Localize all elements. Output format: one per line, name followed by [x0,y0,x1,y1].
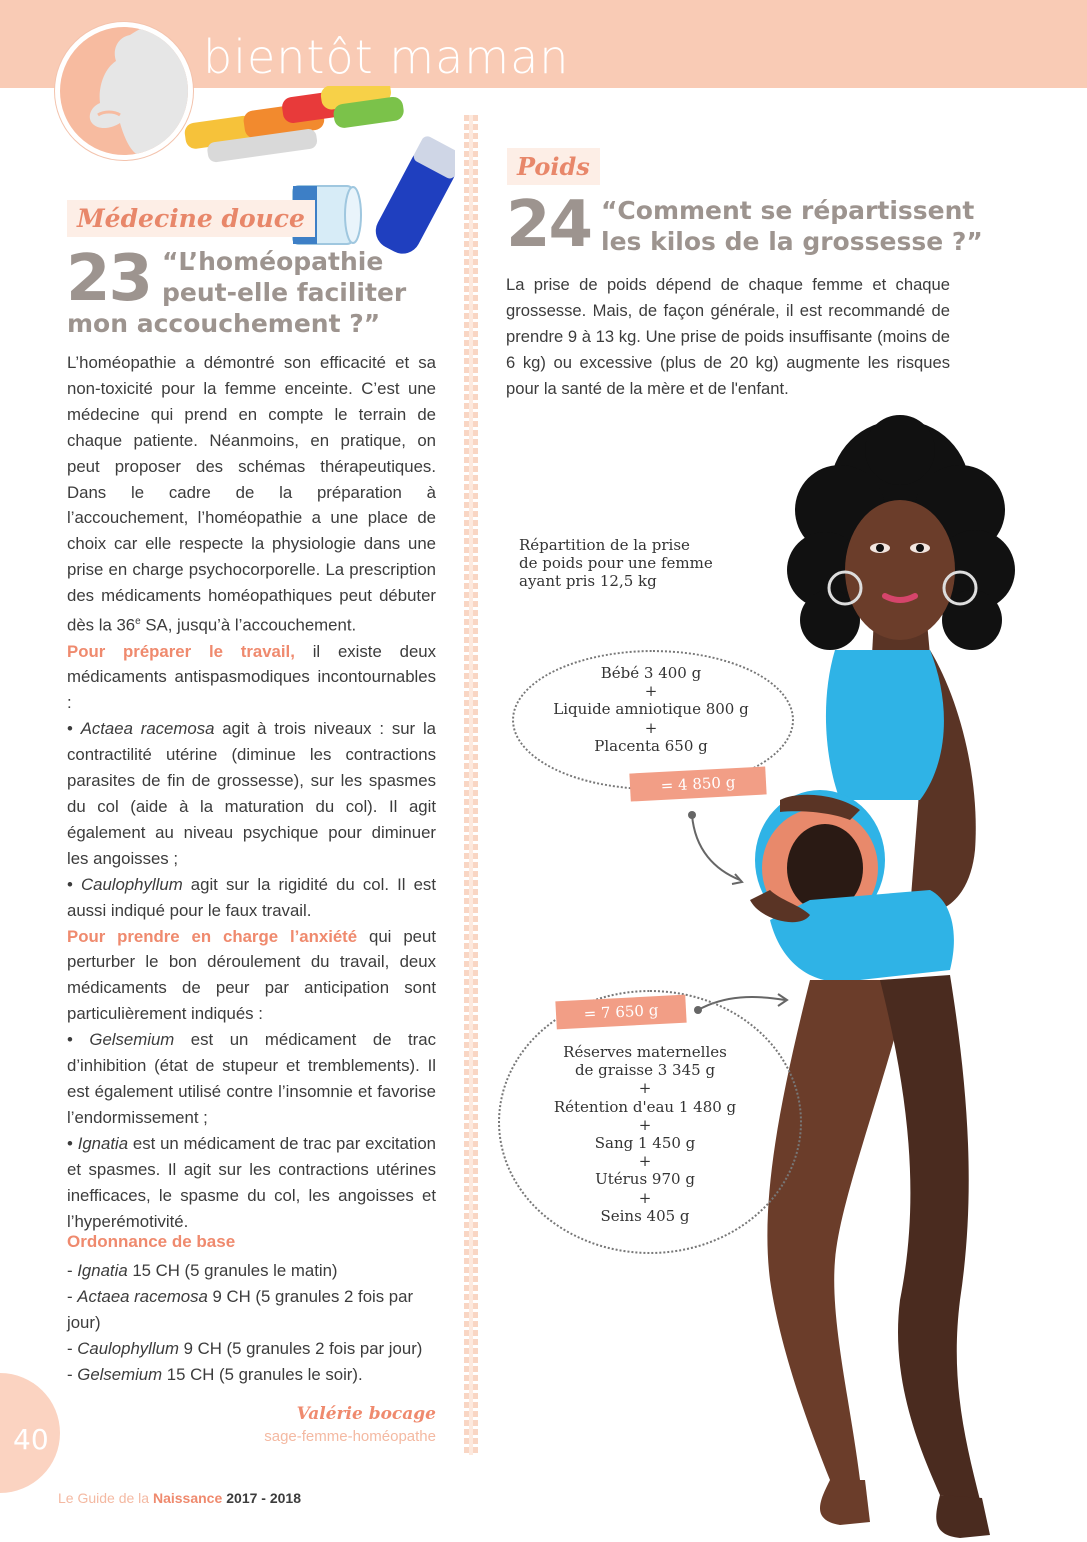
bubble-plus: + [638,1115,652,1134]
bullet: • [67,719,81,739]
dash: - [67,1286,78,1306]
ignatia-name: Ignatia [77,1133,129,1153]
question-title-line-1: “L’homéopathie [162,247,384,276]
intro-sup: e [135,616,141,628]
dosage: 15 CH (5 granules le matin) [127,1261,338,1280]
ignatia-paragraph [67,1131,436,1235]
dash: - [67,1364,78,1384]
anxiete-text: qui peut perturber le bon déroulement du travail, deux médicaments de peur par anticipation sont particulièrement indiqués : [67,926,436,1024]
remedy-name: Actaea racemosa [77,1286,208,1306]
gelsemium-paragraph [67,1027,436,1131]
ordonnance-item [67,1362,437,1388]
actaea-paragraph [67,716,436,871]
caption-line: de poids pour une femme [519,554,713,572]
section-title: bientôt maman [203,30,570,84]
caption-line: ayant pris 12,5 kg [519,572,657,590]
ordonnance-title: Ordonnance de base [67,1232,236,1251]
travail-text: il existe deux médicaments antispasmodiques incontournables : [67,641,437,713]
bullet: • [67,1133,78,1153]
footer-prefix: Le Guide de la [58,1490,153,1506]
bubble-line: Seins 405 g [600,1206,690,1225]
question-number-23: 23 [66,242,152,316]
remedy-name: Ignatia [77,1261,128,1280]
footer-brand: Naissance [152,1490,223,1506]
bubble-line: Bébé 3 400 g [600,664,702,682]
author-name: Valérie bocage [296,1404,436,1424]
bullet: • [67,874,81,894]
bubble-line: Liquide amniotique 800 g [553,700,749,719]
pregnant-silhouette-icon [55,22,193,160]
question-title-line-2: peut-elle faciliter [162,278,407,307]
ordonnance-item [67,1258,437,1284]
actaea-name: Actaea racemosa [80,719,215,739]
bubble-plus: + [638,1079,652,1098]
bubble-maternal-text [498,1043,792,1225]
remedy-name: Gelsemium [77,1364,163,1384]
dosage: 15 CH (5 granules le soir). [162,1364,363,1384]
gelsemium-text: est un médicament de trac d’inhibition (état de stupeur et tremblements). Il est également utilisé contre l’insomnie et favorise l’endormissement ; [67,1030,436,1127]
bubble-line: Rétention d'eau 1 480 g [553,1097,737,1116]
bubble-line: Sang 1 450 g [594,1134,696,1153]
ordonnance-item [67,1284,437,1336]
bubble-line: de graisse 3 345 g [574,1061,716,1080]
dash: - [67,1261,78,1280]
intro-end: SA, jusqu’à l’accouchement. [140,615,357,635]
footer-years: 2017 - 2018 [226,1490,301,1506]
dosage: 9 CH (5 granules 2 fois par jour) [67,1286,414,1332]
remedy-name: Caulophyllum [77,1338,179,1358]
bubble-line: Placenta 650 g [594,736,708,755]
dosage: 9 CH (5 granules 2 fois par jour) [178,1338,423,1358]
total-badge-4850: = 4 850 g [629,766,766,801]
caulophyllum-paragraph [67,872,436,924]
category-tag-medecine-douce: Médecine douce [67,200,315,237]
question-title-line-1: “Comment se répartissent [601,196,975,225]
bubble-line: Utérus 970 g [595,1170,695,1189]
actaea-text: agit à trois niveaux : sur la contractilité utérine (diminue les contractions parasites de fin de grossesse), sur les spasmes du col (aide à la maturation du col). Il agit également au niveau psychique pour diminuer les angoisses ; [67,719,436,868]
author-role: sage-femme-homéopathe [264,1428,436,1445]
question-title-line-3: mon accouchement ?” [67,309,381,338]
caulophyllum-name: Caulophyllum [81,874,183,894]
weight-chart-caption [519,536,759,590]
ordonnance-item [67,1336,437,1362]
gelsemium-name: Gelsemium [89,1030,175,1050]
ignatia-text: est un médicament de trac par excitation et spasmes. Il agit sur les contractions utérines inefficaces, le spasme du col, les angoisses et l’hyperémotivité. [67,1133,436,1231]
total-badge-7650: = 7 650 g [555,995,686,1030]
anxiete-lead: Pour prendre en charge l’anxiété [67,926,358,946]
article-body-poids: La prise de poids dépend de chaque femme et chaque grossesse. Mais, de façon générale, il est recommandé de prendre 9 à 13 kg. Une prise de poids insuffisante (moins de 6 kg) ou excessive (plus de 20 kg) augmente les risques pour la santé de la mère et de l'enfant. [506,275,950,398]
category-tag-poids: Poids [507,148,600,185]
page-number: 40 [13,1423,49,1456]
bubble-plus: + [644,682,658,701]
anxiete-paragraph [67,924,436,1028]
ordonnance-list [67,1258,437,1388]
travail-lead: Pour préparer le travail, [67,641,295,661]
question-title-line-2: les kilos de la grossesse ?” [601,227,983,256]
bullet: • [67,1030,90,1050]
bubble-plus: + [644,718,658,737]
bubble-plus: + [638,1188,652,1207]
bubble-baby-related-text [512,664,790,755]
dash: - [67,1338,78,1358]
intro-paragraph [67,350,436,639]
caulophyllum-text: agit sur la rigidité du col. Il est aussi indiqué pour le faux travail. [67,874,436,920]
intro-text: L’homéopathie a démontré son efficacité et sa non-toxicité pour la femme enceinte. C’est une médecine qui prend en compte le terrain de chaque patiente. Néanmoins, en pratique, on peut proposer des schémas thérapeutiques. Dans le cadre de la préparation à l’accouchement, l’homéopathie a une place de choix car elle respecte la physiologie dans une prise en charge psychocorporelle. La prescription des médicaments homéopathiques peut débuter dès la 36 [67,353,436,635]
travail-paragraph [67,639,436,717]
article-body-homeopathie [67,350,436,1234]
bubble-line: Réserves maternelles [563,1043,727,1061]
footer-guide [58,1490,301,1506]
caption-line: Répartition de la prise [519,536,690,554]
column-divider-inner [469,115,473,1455]
question-number-24: 24 [506,188,592,262]
bubble-plus: + [638,1152,652,1171]
